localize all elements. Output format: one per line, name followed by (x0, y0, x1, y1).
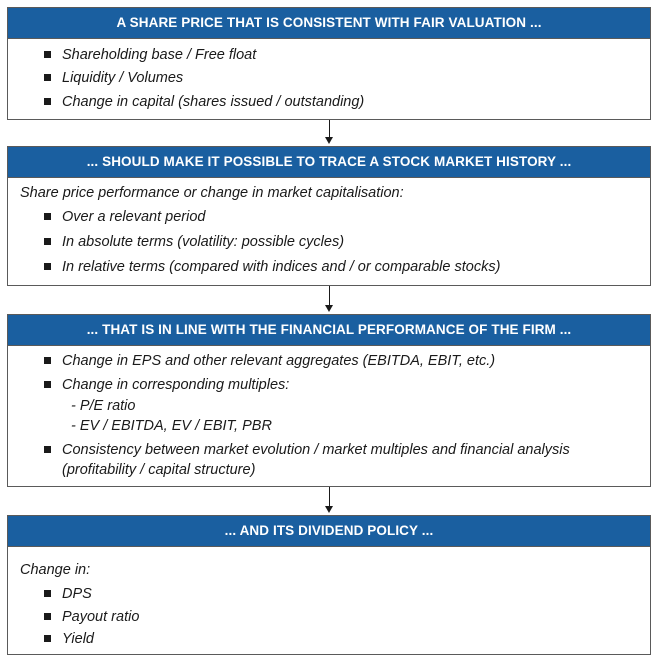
list-item: Payout ratio (62, 607, 139, 627)
list-item: Change in capital (shares issued / outstanding) (62, 92, 364, 112)
list-item: Yield (62, 629, 94, 649)
sub-item: - EV / EBITDA, EV / EBIT, PBR (71, 418, 272, 434)
square-bullet-icon (44, 263, 51, 270)
block-fair-valuation (7, 7, 651, 120)
block-stock-history (7, 146, 651, 286)
square-bullet-icon (44, 238, 51, 245)
block-1-title: A SHARE PRICE THAT IS CONSISTENT WITH FAIR VALUATION ... (8, 8, 650, 39)
square-bullet-icon (44, 51, 51, 58)
square-bullet-icon (44, 213, 51, 220)
list-item: In relative terms (compared with indices and / or comparable stocks) (62, 257, 500, 277)
block-4-intro: Change in: (20, 562, 91, 578)
list-item: Liquidity / Volumes (62, 68, 183, 88)
arrow-down-icon (325, 506, 333, 513)
block-financial-performance (7, 314, 651, 487)
arrow-down-icon (325, 137, 333, 144)
list-item: Shareholding base / Free float (62, 45, 256, 65)
block-2-title: ... SHOULD MAKE IT POSSIBLE TO TRACE A STOCK MARKET HISTORY ... (8, 147, 650, 178)
square-bullet-icon (44, 446, 51, 453)
block-2-intro: Share price performance or change in market capitalisation: (20, 185, 404, 201)
square-bullet-icon (44, 613, 51, 620)
list-item: Change in EPS and other relevant aggregates (EBITDA, EBIT, etc.) (62, 351, 495, 371)
list-item-continuation: (profitability / capital structure) (62, 462, 256, 478)
block-3-title: ... THAT IS IN LINE WITH THE FINANCIAL PERFORMANCE OF THE FIRM ... (8, 315, 650, 346)
list-item: In absolute terms (volatility: possible cycles) (62, 232, 344, 252)
list-item: Consistency between market evolution / market multiples and financial analysis (62, 440, 570, 460)
square-bullet-icon (44, 635, 51, 642)
list-item: Change in corresponding multiples: (62, 375, 289, 395)
sub-item: - P/E ratio (71, 398, 136, 414)
arrow-down-icon (325, 305, 333, 312)
list-item: DPS (62, 584, 92, 604)
square-bullet-icon (44, 357, 51, 364)
square-bullet-icon (44, 590, 51, 597)
list-item: Over a relevant period (62, 207, 205, 227)
arrow-connector (329, 120, 330, 138)
block-4-title: ... AND ITS DIVIDEND POLICY ... (8, 516, 650, 547)
square-bullet-icon (44, 98, 51, 105)
block-dividend-policy (7, 515, 651, 655)
square-bullet-icon (44, 74, 51, 81)
square-bullet-icon (44, 381, 51, 388)
arrow-connector (329, 286, 330, 306)
arrow-connector (329, 487, 330, 507)
